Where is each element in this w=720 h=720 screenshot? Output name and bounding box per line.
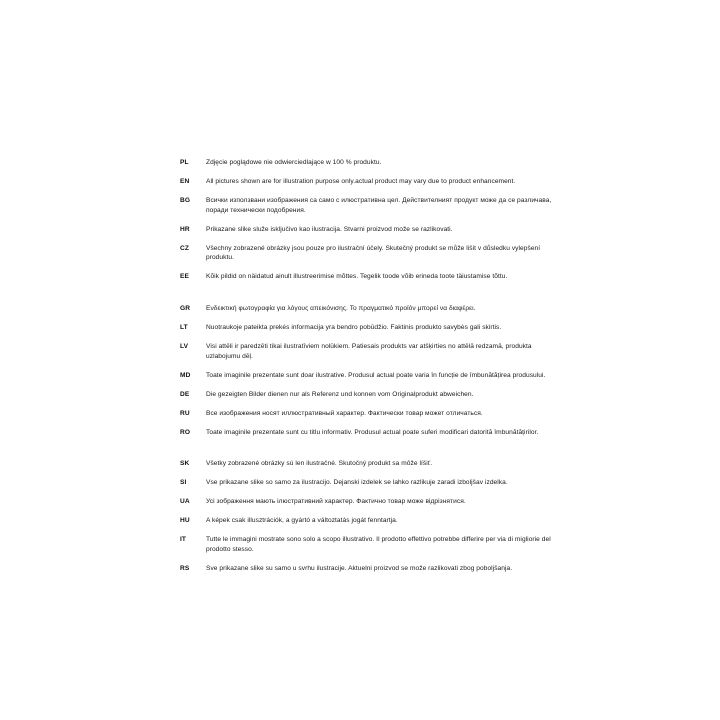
- disclaimer-text: Tutte le immagini mostrate sono solo a scopo illustrativo. Il prodotto effettivo potrebbe differire per via di migliorie del prodotto stesso.: [206, 536, 551, 553]
- language-code: UA: [180, 498, 190, 506]
- language-code: MD: [180, 371, 191, 379]
- language-code: LT: [180, 323, 188, 331]
- disclaimer-row: [180, 535, 560, 554]
- disclaimer-text: Prikazane slike služe isključivo kao ilustracija. Stvarni proizvod može se razlikovati.: [206, 225, 453, 233]
- disclaimer-row: [180, 516, 560, 526]
- language-code: RO: [180, 428, 191, 436]
- language-code: RU: [180, 409, 190, 417]
- disclaimer-row: [180, 225, 560, 235]
- disclaimer-row: [180, 428, 560, 438]
- language-code: IT: [180, 536, 187, 544]
- disclaimer-text: All pictures shown are for illustration purpose only.actual product may vary due to product enhancement.: [206, 178, 516, 186]
- disclaimer-row: [180, 409, 560, 419]
- disclaimer-row: [180, 342, 560, 361]
- disclaimer-text: Всички използвани изображения са само с илюстративна цел. Действителният продукт може да се различава, поради технически подобрения.: [206, 197, 552, 214]
- disclaimer-row: [180, 564, 560, 574]
- language-code: RS: [180, 565, 190, 573]
- language-code: HR: [180, 225, 190, 233]
- disclaimer-text: Visi attēli ir paredzēti tikai ilustratīviem nolūkiem. Patiesais produkts var atšķirties no attēlā redzamā, produkta uzlabojumu dēļ.: [206, 342, 532, 360]
- language-code: EN: [180, 178, 190, 186]
- language-code: BG: [180, 197, 191, 205]
- disclaimer-row: [180, 272, 560, 282]
- disclaimer-row: [180, 196, 560, 215]
- disclaimer-text: Zdjęcie poglądowe nie odwierciedlające w 100 % produktu.: [206, 159, 382, 166]
- disclaimer-row: [180, 371, 560, 381]
- disclaimer-row: [180, 304, 560, 314]
- disclaimer-text: Všechny zobrazené obrázky jsou pouze pro ilustrační účely. Skutečný produkt se může lišit v důsledku vylepšení produktu.: [206, 244, 541, 262]
- disclaimer-list: [180, 158, 560, 583]
- disclaimer-row: [180, 497, 560, 507]
- disclaimer-row: [180, 459, 560, 469]
- disclaimer-text: A képek csak illusztrációk, a gyártó a változtatás jogát fenntartja.: [206, 517, 398, 525]
- disclaimer-text: Vse prikazane slike so samo za ilustracijo. Dejanski izdelek se lahko razlikuje zaradi izboljšav izdelka.: [206, 479, 508, 487]
- disclaimer-text: Все изображения носят иллюстративный характер. Фактически товар может отличаться.: [206, 409, 483, 417]
- disclaimer-text: Sve prikazane slike su samo u svrhu ilustracije. Aktuelni proizvod se može razlikovati zbog poboljšanja.: [206, 565, 513, 573]
- disclaimer-text: Všetky zobrazené obrázky sú len ilustračné. Skutočný produkt sa môže líšiť.: [206, 460, 433, 468]
- language-code: EE: [180, 273, 189, 281]
- language-code: SK: [180, 460, 190, 468]
- disclaimer-row: [180, 323, 560, 333]
- language-code: CZ: [180, 244, 189, 252]
- disclaimer-text: Усі зображення мають ілюстративний характер. Фактично товар може відрізнятися.: [206, 498, 466, 506]
- disclaimer-row: [180, 244, 560, 263]
- language-code: GR: [180, 304, 191, 312]
- language-code: LV: [180, 342, 189, 350]
- disclaimer-row: [180, 478, 560, 488]
- disclaimer-row: [180, 390, 560, 400]
- language-code: DE: [180, 390, 190, 398]
- disclaimer-row: [180, 177, 560, 187]
- language-code: SI: [180, 479, 187, 487]
- disclaimer-text: Die gezeigten Bilder dienen nur als Referenz und konnen vom Originalprodukt abweichen.: [206, 390, 474, 398]
- disclaimer-row: [180, 158, 560, 168]
- disclaimer-text: Nuotraukoje pateikta prekės informacija yra bendro pobūdžio. Faktinis produkto savybės gali skirtis.: [206, 323, 502, 331]
- disclaimer-text: Toate imaginile prezentate sunt doar ilustrative. Produsul actual poate varia în funcție de îmbunătățirea produsului.: [206, 371, 546, 379]
- disclaimer-text: Ενδεικτική φωτογραφία για λόγους απεικόνισης. Το πραγματικό προϊόν μπορεί να διαφέρει.: [206, 304, 476, 312]
- disclaimer-text: Kõik pildid on näidatud ainult illustreerimise mõttes. Tegelik toode võib erineda toote täiustamise tõttu.: [206, 273, 508, 281]
- language-code: HU: [180, 517, 190, 525]
- language-code: PL: [180, 159, 189, 166]
- disclaimer-text: Toate imaginile prezentate sunt cu titlu informativ. Produsul actual poate suferi modificari datorită îmbunătățirilor.: [206, 428, 539, 436]
